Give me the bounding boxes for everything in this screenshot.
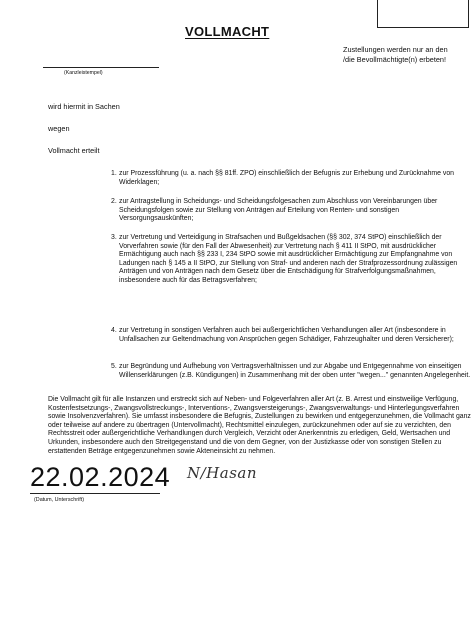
list-item-number: 2.	[111, 198, 117, 205]
sachen-label: wird hiermit in Sachen	[48, 102, 120, 111]
signature-date: 22.02.2024	[30, 462, 171, 492]
list-item-text: zur Vertretung in sonstigen Verfahren auch bei außergerichtlichen Verhandlungen aller Art (insbesondere in Unfallsachen zur Geltendmachung von Ansprüchen gegen Schädiger, Fahrzeughalter und deren Versicherer);	[119, 327, 454, 343]
list-item-number: 1.	[111, 170, 117, 177]
list-item-number: 4.	[111, 327, 117, 334]
wegen-label: wegen	[48, 124, 70, 133]
zustellung-line-2: /die Bevollmächtigte(n) erbeten!	[343, 54, 447, 64]
top-right-box	[377, 0, 469, 28]
list-item-text: zur Antragstellung in Scheidungs- und Scheidungsfolgesachen zum Abschluss von Vereinbarungen über Scheidungsfolgen sowie zur Stellung von Anträgen auf Erteilung von Renten- und sonstigen Versorgungsauskünften;	[119, 198, 438, 223]
handwritten-signature: N/Hasan	[187, 464, 258, 482]
list-item-number: 3.	[111, 234, 117, 241]
vollmacht-label: Vollmacht erteilt	[48, 146, 100, 155]
signature-line	[30, 493, 160, 494]
zustellung-note	[343, 45, 471, 64]
zustellung-line-1: Zustellungen werden nur an den	[343, 45, 448, 54]
scope-paragraph: Die Vollmacht gilt für alle Instanzen und erstreckt sich auf Neben- und Folgeverfahren aller Art (z. B. Arrest und einstweilige Verfügung, Kostenfestsetzungs-, Zwangsvollstreckungs-, Interventions-, Zwangsversteigerungs-, Zwangsverwaltungs- und Hinterlegungsverfahren sowie Insolvenzverfahren). Sie umfasst insbesondere die Befugnis, Zustellungen zu bewirken und entgegenzunehmen, die Vollmacht ganz oder teilweise auf andere zu übertragen (Untervollmacht), Rechtsmittel einzulegen, zurückzunehmen oder auf sie zu verzichten, den Rechtsstreit oder außergerichtliche Verhandlungen durch Vergleich, Verzicht oder Anerkenntnis zu erledigen, Geld, Wertsachen und Urkunden, insbesondere auch den Streitgegenstand und die von dem Gegner, von der Justizkasse oder von sonstigen Stellen zu erstattenden Beträge entgegenzunehmen sowie Akteneinsicht zu nehmen.	[48, 396, 471, 455]
list-item-number: 5.	[111, 363, 117, 370]
signature-label: (Datum, Unterschrift)	[34, 497, 85, 503]
list-item-text: zur Begründung und Aufhebung von Vertragsverhältnissen und zur Abgabe und Entgegennahme von einseitigen Willenserklärungen (z.B. Kündigungen) in Zusammenhang mit der oben unter "wegen..." genannten Angelegenheit.	[119, 363, 471, 379]
stamp-line	[43, 67, 159, 68]
stamp-label: (Kanzleistempel)	[64, 70, 103, 76]
list-item-text: zur Prozessführung (u. a. nach §§ 81ff. ZPO) einschließlich der Befugnis zur Erhebung und Zurücknahme von Widerklagen;	[119, 170, 455, 186]
list-item-text: zur Vertretung und Verteidigung in Strafsachen und Bußgeldsachen (§§ 302, 374 StPO) einschließlich der Vorverfahren sowie (für den Fall der Abwesenheit) zur Vertretung nach § 411 II StPO, mit ausdrücklicher Ermächtigung auch nach §§ 233 I, 234 StPO sowie mit ausdrücklicher Ermächtigung zur Empfangnahme von Ladungen nach § 145 a II StPO, zur Stellung von Straf- und anderen nach der Strafprozessordnung zulässigen Anträgen und von Anträgen nach dem Gesetz über die Entschädigung für Strafverfolgungsmaßnahmen, insbesondere auch für das Betragsverfahren;	[119, 234, 458, 284]
page-title: VOLLMACHT	[185, 24, 270, 39]
